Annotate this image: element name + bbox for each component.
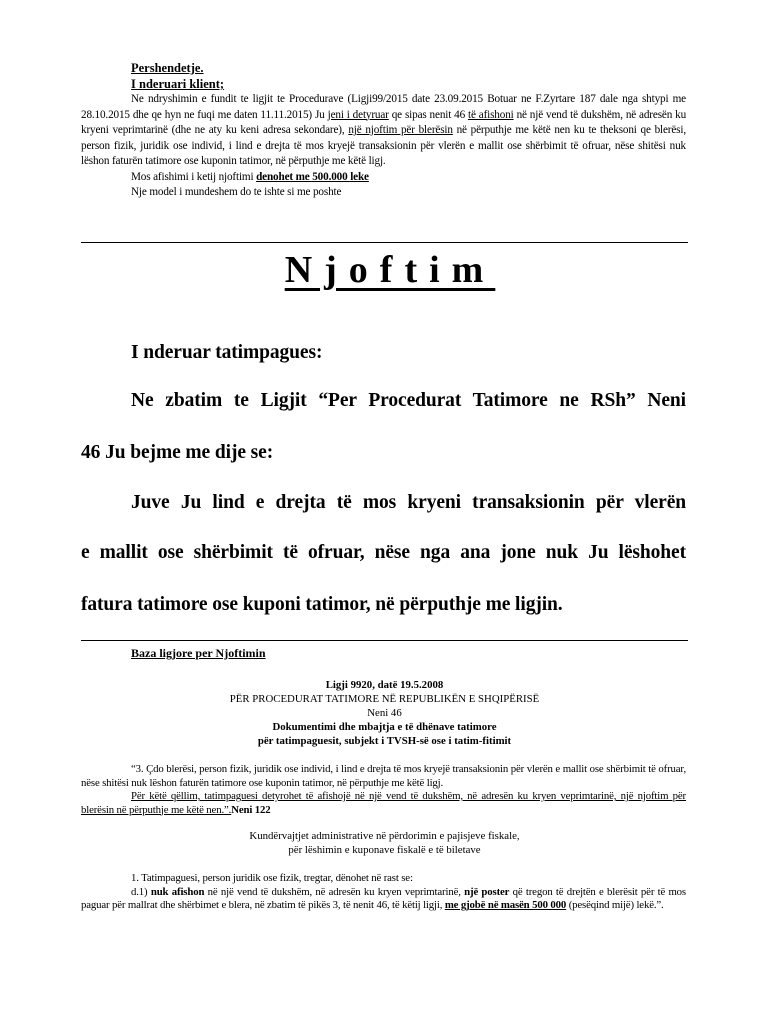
d1-text: në një vend të dukshëm, në adresën ku kryen veprimtarinë, [204, 885, 465, 898]
article-title-1: Dokumentimi dhe mbajtja e të dhënave tatimore [272, 721, 497, 733]
intro-section [81, 60, 686, 201]
intro-paragraph [81, 92, 686, 170]
offence-line-1: Kundërvajtjet administrative në përdorimin e pajisjeve fiskale, [249, 830, 520, 842]
notice-for-buyer-text: një njoftim për blerësin [348, 124, 453, 136]
notice-line-4: e mallit ose shërbimit të ofruar, nëse nga ana jone nuk Ju lëshohet [81, 542, 686, 563]
quote-underlined: Për këtë qëllim, tatimpaguesi detyrohet të afishojë në një vend të dukshëm, në adresën ku kryen veprimtarinë, një njoftim për blerësin në përputhje me këtë nen.”. [81, 790, 686, 816]
article-number: Neni 46 [367, 707, 402, 719]
legal-heading: Baza ligjore per Njoftimin [131, 646, 266, 660]
greeting: Pershendetje. [131, 61, 204, 75]
offence-line-2: për lëshimin e kuponave fiskalë e të biletave [288, 844, 481, 856]
penalty-amount: denohet me 500.000 leke [256, 170, 369, 183]
d1-bold-2: një poster [464, 885, 510, 898]
d1-bold-1: nuk afishon [150, 885, 205, 898]
law-id: Ligji 9920, datë 19.5.2008 [325, 679, 444, 691]
penalty-text: Mos afishimi i ketij njoftimi [131, 170, 257, 183]
notice-line-2: 46 Ju bejme me dije se: [81, 442, 274, 463]
d1-text: që tregon të drejtën e blerësit për të mos paguar për mallrat dhe shërbimet e blera, në zbatim të pikës 3, të nenit 46, të këtij ligji, [81, 885, 686, 911]
divider-bottom [81, 640, 688, 641]
d1-label: d.1) [131, 885, 151, 898]
model-line: Nje model i mundeshem do te ishte si me poshte [131, 186, 342, 198]
law-name: PËR PROCEDURAT TATIMORE NË REPUBLIKËN E SHQIPËRISË [229, 693, 540, 705]
notice-line-3: Juve Ju lind e drejta të mos kryeni transaksionin për vlerën [131, 492, 686, 513]
notice-title-text: Njoftim [284, 249, 496, 291]
intro-text: Ne ndryshimin e fundit te ligjit te Procedurave (Ligji99/2015 date 23.09.2015 Botuar ne F.Zyrtare 187 dale nga shtypi me 28.10.2015 dhe qe hyn ne fuqi me daten 11.11.2015) Ju [81, 93, 686, 121]
notice-title [0, 248, 768, 292]
notice-greeting: I nderuar tatimpagues: [131, 342, 323, 363]
intro-text: në një vend të dukshëm, në adresën ku kryeni veprimtarinë (dhe ne aty ku keni adresa sekondare), [81, 108, 687, 136]
quote-paragraph-2 [81, 790, 686, 817]
law-header [81, 678, 688, 748]
salutation: I nderuari klient; [131, 77, 225, 91]
quote-section [81, 763, 686, 817]
quote-paragraph-1: “3. Çdo blerësi, person fizik, juridik ose individ, i lind e drejta të mos kryejë transaksionin për vlerën e mallit ose shërbimit të ofruar, nëse shitësi nuk lëshon faturën tatimore ose kuponin tatimor, në përputhje me këtë ligj. [81, 763, 686, 789]
divider-top [81, 242, 688, 243]
display-text: të afishoni [468, 108, 514, 121]
penalty-item-1: 1. Tatimpaguesi, person juridik ose fizik, tregtar, dënohet në rast se: [131, 872, 413, 884]
notice-line-1: Ne zbatim te Ligjit “Per Procedurat Tatimore ne RSh” Neni [131, 390, 686, 411]
article-title-2: për tatimpaguesit, subjekt i TVSH-së ose i tatim-fitimit [257, 735, 512, 747]
obliged-text: jeni i detyruar [327, 108, 389, 121]
penalty-section [81, 872, 686, 913]
penalty-item-d1 [81, 886, 686, 913]
d1-fine-amount: me gjobë në masën 500 000 [444, 899, 567, 911]
offence-heading [81, 829, 688, 857]
d1-text: (pesëqind mijë) lekë.”. [566, 899, 664, 911]
intro-text: qe sipas nenit 46 [388, 108, 469, 121]
article-122: Neni 122 [231, 803, 271, 816]
penalty-line [81, 170, 686, 186]
intro-text: në përputhje me këtë nen ku te theksoni qe blerësi, person fizik, juridik ose individ, i lind e drejta të mos kryejë transaksionin për vlerën e mallit ose shërbimit të ofruar, nëse shitësi nuk lëshon faturën tatimore ose kuponin tatimor, në përputhje me këtë ligj. [81, 124, 686, 167]
notice-line-5: fatura tatimore ose kuponi tatimor, në përputhje me ligjin. [81, 594, 563, 615]
